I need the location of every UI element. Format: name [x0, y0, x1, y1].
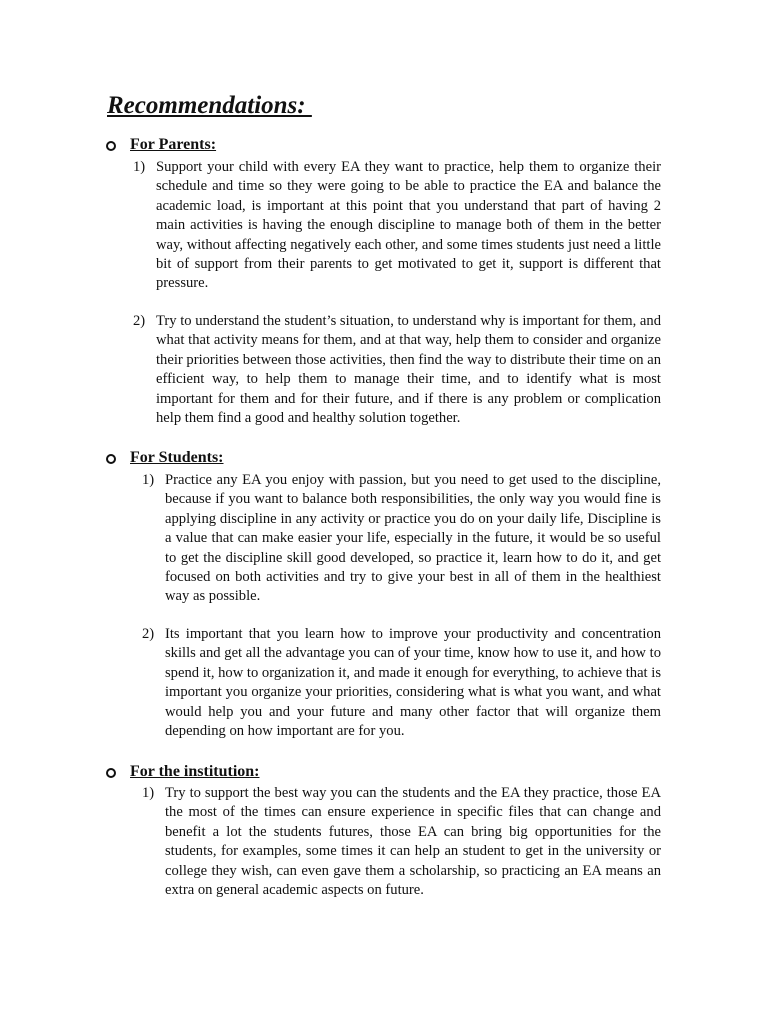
list-item-number: 2): [142, 626, 155, 642]
list-item-text: Try to understand the student’s situation, to understand why is important for them, and what that activity means for them, and at that way, help them to consider and organize their priorities between those activities, then find the way to distribute their time on an efficient way, to help them to manage their time, and to identify what is most important for them and for their future, and if there is any problem or complication help them find a good and healthy solution together.: [156, 313, 661, 427]
list-item-text: Try to support the best way you can the students and the EA they practice, those EA the most of the times can ensure experience in specific files that can change and benefit a lot the students futures, those EA can bring big opportunities for the students, for examples, some times it can help an student to get in the university or college they wish, can even gave them a scholarship, so practicing an EA means an extra on general academic aspects on future.: [165, 785, 661, 899]
list-item: [133, 312, 663, 432]
list-item: [142, 784, 662, 904]
section-heading-institution: For the institution:: [130, 763, 260, 780]
list-item-text: Practice any EA you enjoy with passion, but you need to get used to the discipline, because if you want to balance both responsibilities, the only way you would fine is applying discipline in any activity or practice you do on your daily life, Discipline is a value that can make easier your life, especially in the future, it would be so useful to get the discipline skill good developed, so practice it, learn how to do it, and get focused on both activities and try to give your best in all of them in the healthiest way as possible.: [165, 472, 661, 605]
list-item-number: 2): [133, 313, 146, 329]
page-title: Recommendations:: [107, 92, 312, 119]
list-item-text: Its important that you learn how to improve your productivity and concentration skills and get all the advantage you can of your time, know how to use it, and how to spend it, how to organization it, and made it enough for everything, to achieve that is important you organize your priorities, considering what is what you want, and what would help you and your future and many other factor that will organize them depending on how important are for you.: [165, 626, 661, 740]
list-item-number: 1): [133, 159, 146, 175]
list-item: [142, 625, 662, 745]
circle-bullet-icon: [106, 141, 116, 151]
list-item: [142, 471, 662, 605]
list-item: [133, 158, 663, 292]
circle-bullet-icon: [106, 454, 116, 464]
section-heading-students: For Students:: [130, 449, 224, 466]
circle-bullet-icon: [106, 768, 116, 778]
section-heading-parents: For Parents:: [130, 136, 217, 153]
list-item-text: Support your child with every EA they want to practice, help them to organize their schedule and time so they were going to be able to practice the EA and balance the academic load, is important at this point that you understand that part of having 2 main activities is having the enough discipline to manage both of them in the better way, without affecting negatively each other, and some times students just need a little bit of support from their parents to get motivated to get it, support is different that pressure.: [156, 159, 661, 292]
list-item-number: 1): [142, 472, 155, 488]
list-item-number: 1): [142, 785, 155, 801]
